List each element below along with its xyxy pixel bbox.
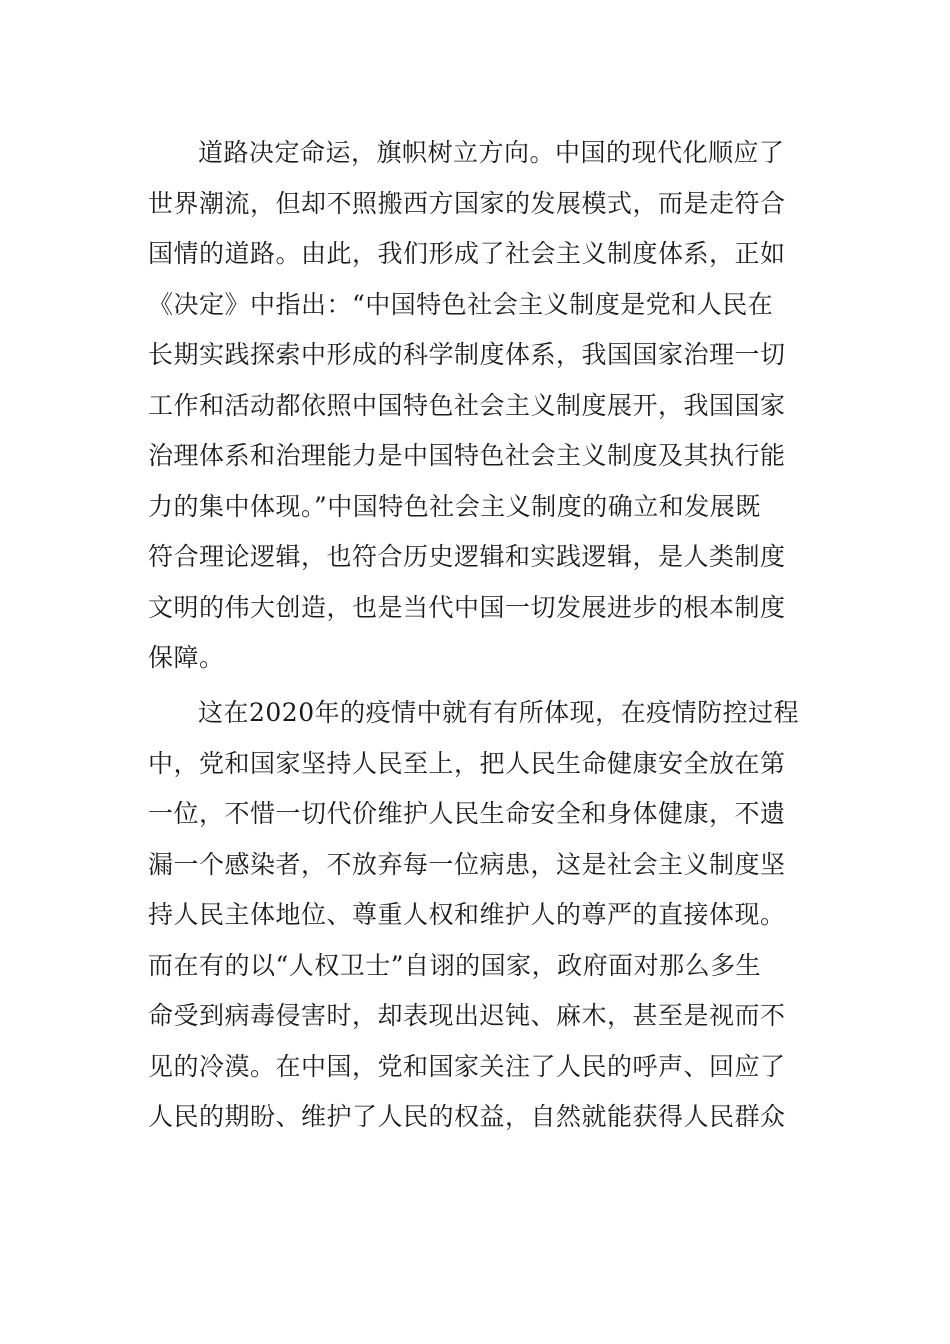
text-line: 长期实践探索中形成的科学制度体系，我国国家治理一切: [148, 340, 786, 369]
text-line: 见的冷漠。在中国，党和国家关注了人民的呼声、回应了: [148, 1051, 786, 1081]
text-line: 力的集中体现。”中国特色社会主义制度的确立和发展既: [148, 491, 761, 521]
text-line: 人民的期盼、维护了人民的权益，自然就能获得人民群众: [148, 1102, 786, 1131]
text-line: 世界潮流，但却不照搬西方国家的发展模式，而是走符合: [148, 188, 786, 218]
text-line: 《决定》中指出：“中国特色社会主义制度是党和人民在: [148, 289, 774, 319]
text-line: 这在2020年的疫情中就有有所体现，在疫情防控过程: [198, 698, 800, 727]
text-line: 文明的伟大创造，也是当代中国一切发展进步的根本制度: [148, 592, 786, 622]
paragraph-1: [148, 128, 808, 684]
text-line: 持人民主体地位、尊重人权和维护人的尊严的直接体现。: [148, 900, 786, 929]
text-line: 道路决定命运，旗帜树立方向。中国的现代化顺应了: [198, 138, 785, 167]
text-line: 而在有的以“人权卫士”自诩的国家，政府面对那么多生: [148, 950, 762, 980]
text-line: 治理体系和治理能力是中国特色社会主义制度及其执行能: [148, 441, 786, 470]
paragraph-2: [148, 688, 808, 1143]
text-line: 符合理论逻辑，也符合历史逻辑和实践逻辑，是人类制度: [148, 542, 786, 571]
text-line: 保障。: [148, 643, 225, 672]
text-line: 命受到病毒侵害时，却表现出迟钝、麻木，甚至是视而不: [148, 1001, 786, 1030]
text-line: 一位，不惜一切代价维护人民生命安全和身体健康，不遗: [148, 799, 786, 828]
text-line: 工作和活动都依照中国特色社会主义制度展开，我国国家: [148, 390, 786, 420]
text-line: 漏一个感染者，不放弃每一位病患，这是社会主义制度坚: [148, 849, 786, 879]
text-line: 国情的道路。由此，我们形成了社会主义制度体系，正如: [148, 239, 786, 268]
text-line: 中，党和国家坚持人民至上，把人民生命健康安全放在第: [148, 748, 786, 778]
